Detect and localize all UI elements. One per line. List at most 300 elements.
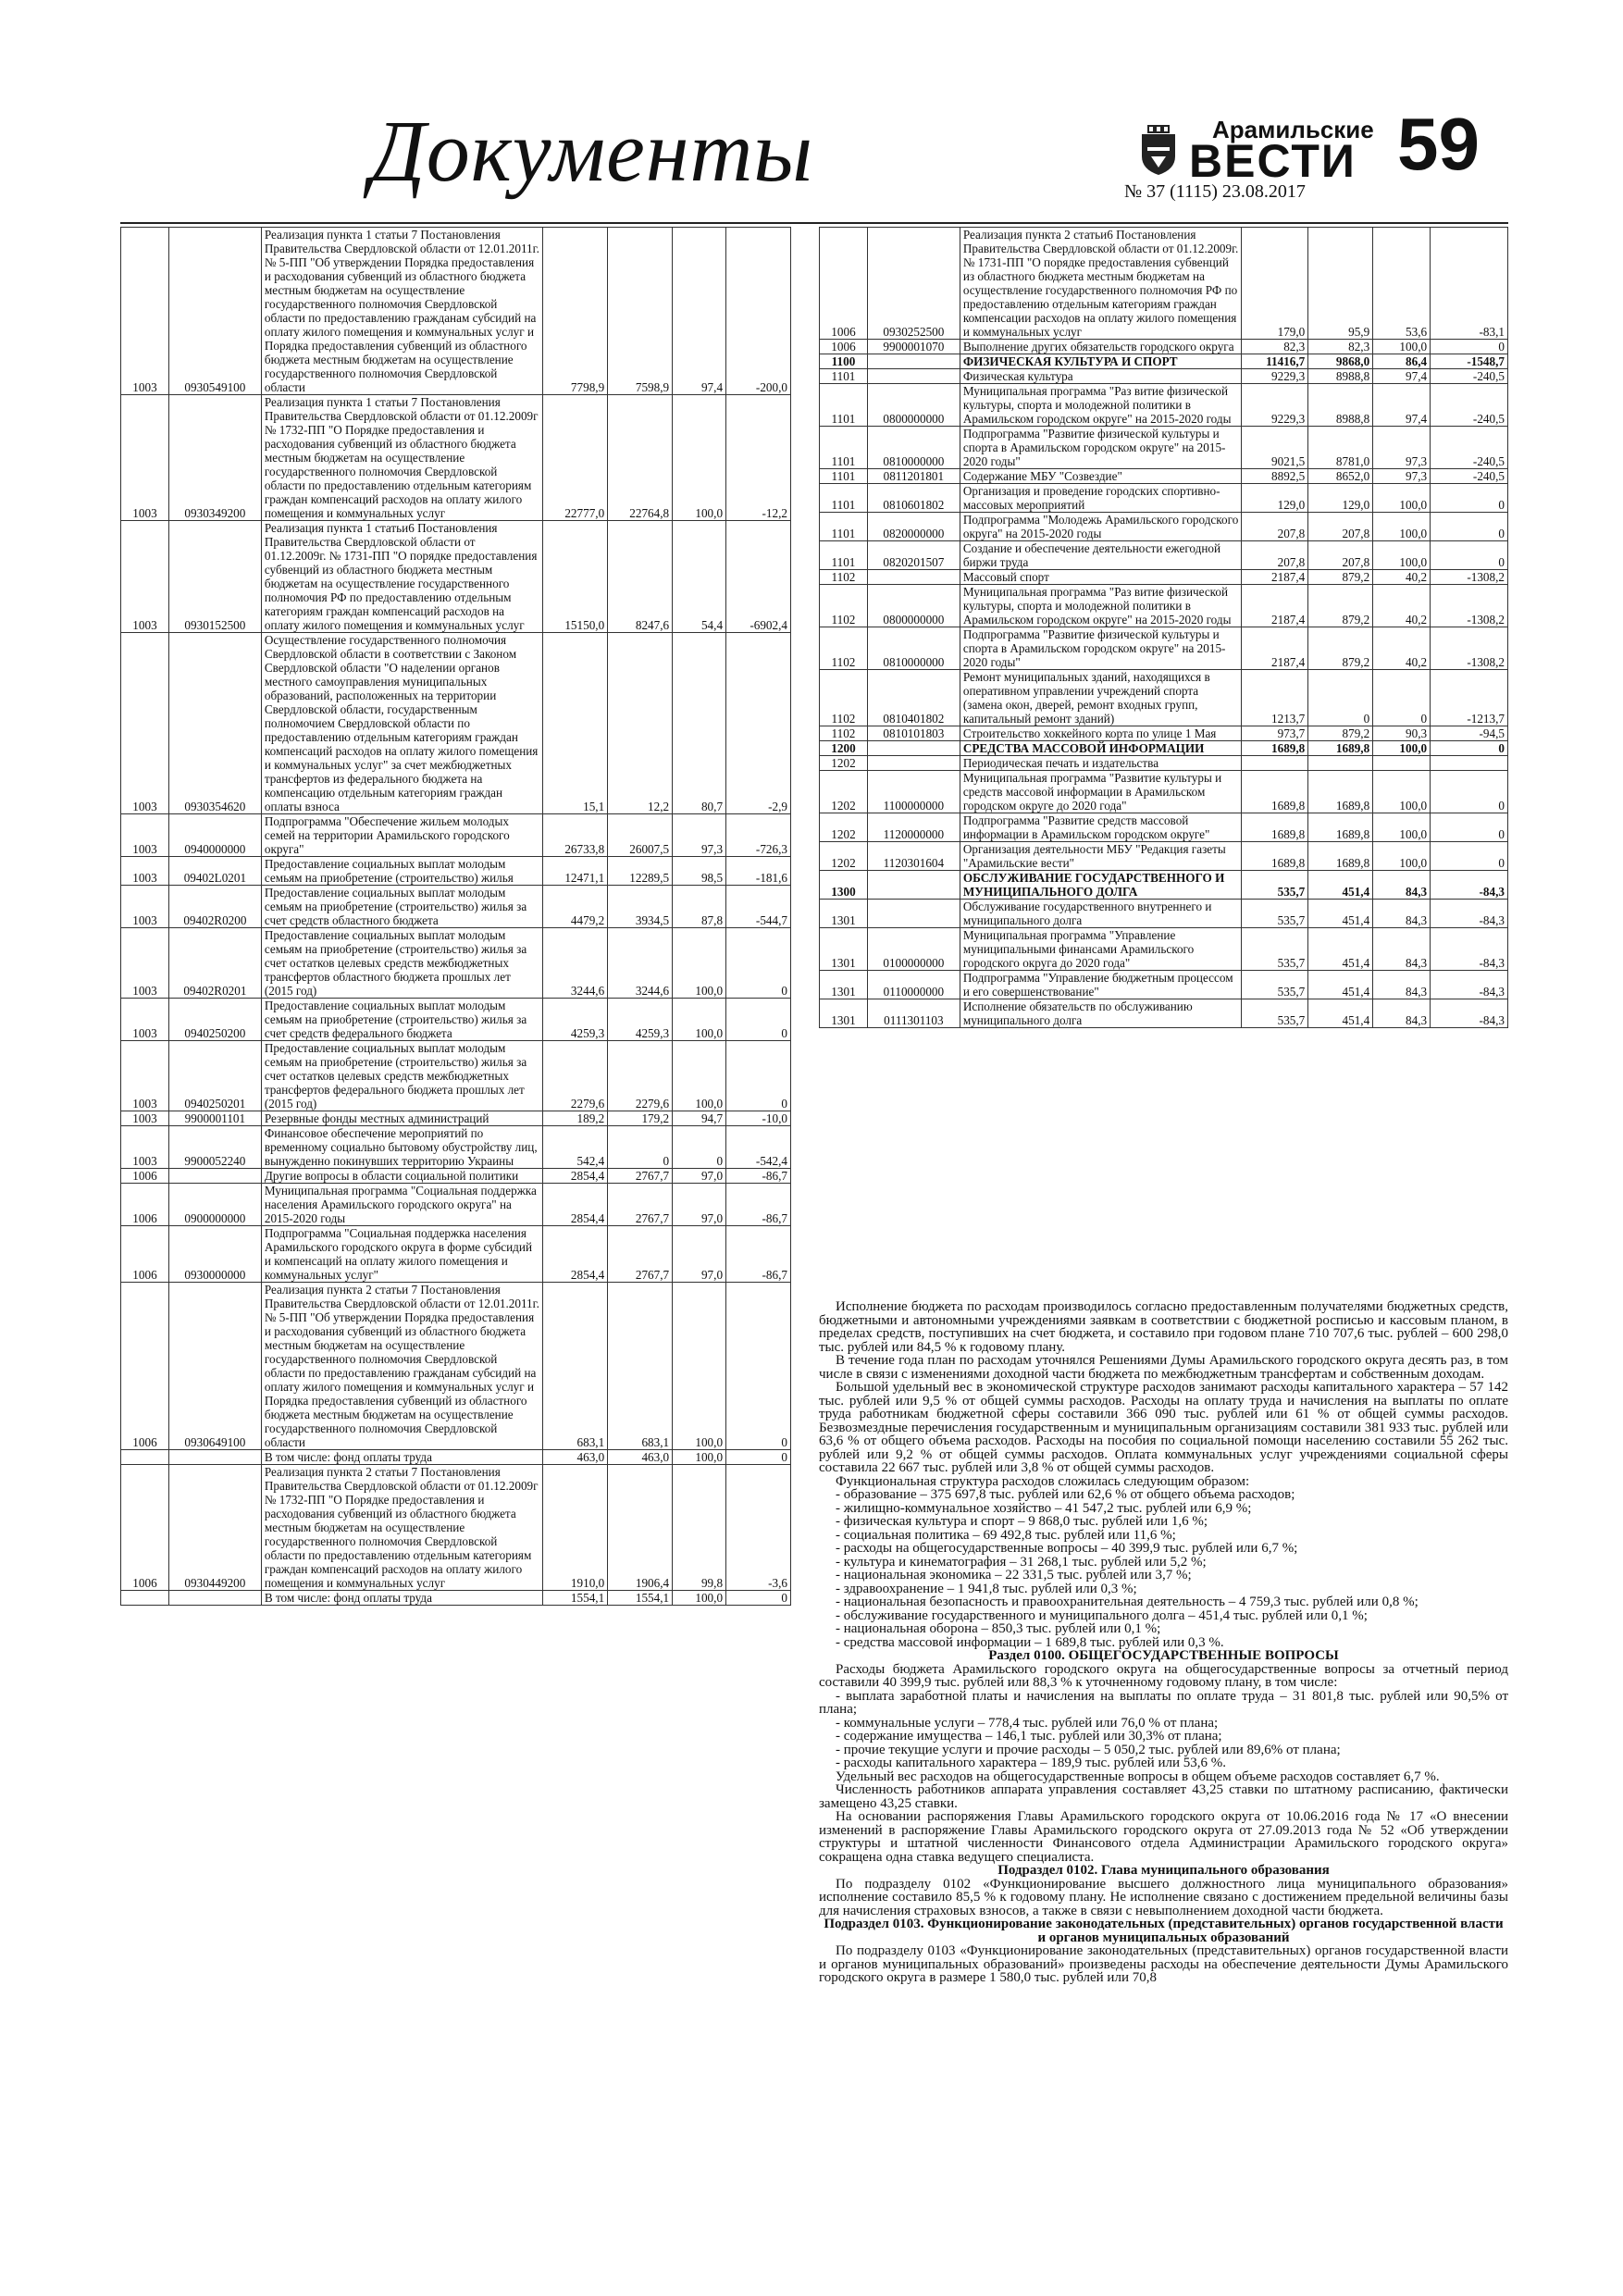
actual-cell: 879,2	[1308, 627, 1373, 670]
target-code-cell	[168, 1591, 261, 1606]
section-code-cell: 1101	[820, 484, 868, 513]
actual-cell: 8988,8	[1308, 369, 1373, 384]
table-row	[820, 971, 1508, 999]
newspaper-logo	[1138, 116, 1374, 187]
actual-cell: 26007,5	[608, 814, 673, 857]
percent-cell	[1373, 756, 1431, 771]
deviation-cell: 0	[1431, 813, 1508, 842]
section-code-cell: 1202	[820, 842, 868, 871]
item-name-cell: В том числе: фонд оплаты труда	[261, 1450, 542, 1465]
section-code-cell: 1101	[820, 513, 868, 541]
section-code-cell: 1003	[121, 928, 169, 999]
plan-cell: 683,1	[543, 1283, 608, 1450]
target-code-cell: 0810000000	[867, 627, 960, 670]
item-name-cell: Подпрограмма "Обеспечение жильем молодых семей на территории Арамильского городского округа"	[261, 814, 542, 857]
deviation-cell: -84,3	[1431, 900, 1508, 928]
percent-cell: 84,3	[1373, 999, 1431, 1028]
paragraph: - национальная безопасность и правоохранительная деятельность – 4 759,3 тыс. рублей или 0,8 %;	[836, 1595, 1419, 1609]
target-code-cell	[867, 354, 960, 369]
deviation-cell: -83,1	[1431, 228, 1508, 340]
percent-cell: 40,2	[1373, 627, 1431, 670]
target-code-cell: 1120301604	[867, 842, 960, 871]
table-row	[820, 842, 1508, 871]
paragraph: - социальная политика – 69 492,8 тыс. рублей или 11,6 %;	[836, 1527, 1176, 1543]
actual-cell: 8247,6	[608, 521, 673, 633]
actual-cell: 1554,1	[608, 1591, 673, 1606]
section-code-cell: 1003	[121, 1126, 169, 1169]
paragraph: - прочие текущие услуги и прочие расходы – 5 050,2 тыс. рублей или 89,6% от плана;	[836, 1742, 1341, 1757]
deviation-cell: 0	[1431, 340, 1508, 354]
table-row	[121, 928, 791, 999]
target-code-cell: 0930152500	[168, 521, 261, 633]
deviation-cell	[1431, 756, 1508, 771]
table-row	[820, 813, 1508, 842]
section-code-cell: 1003	[121, 857, 169, 886]
paragraph: Численность работников аппарата управления составляет 43,25 ставки по штатному расписанию, фактически замещено 43,25 ставки.	[819, 1782, 1508, 1811]
item-name-cell: Организация деятельности МБУ "Редакция газеты "Арамильские вести"	[960, 842, 1242, 871]
percent-cell: 100,0	[1373, 771, 1431, 813]
table-row	[121, 1126, 791, 1169]
table-row	[820, 726, 1508, 741]
actual-cell: 12289,5	[608, 857, 673, 886]
paragraph: - средства массовой информации – 1 689,8 тыс. рублей или 0,3 %.	[836, 1634, 1224, 1650]
item-name-cell: Периодическая печать и издательства	[960, 756, 1242, 771]
actual-cell: 3244,6	[608, 928, 673, 999]
section-code-cell: 1102	[820, 585, 868, 627]
plan-cell: 7798,9	[543, 228, 608, 395]
deviation-cell: -86,7	[726, 1169, 791, 1184]
percent-cell: 100,0	[1373, 541, 1431, 570]
table-row	[820, 541, 1508, 570]
section-title: Документы	[370, 104, 814, 200]
actual-cell: 1906,4	[608, 1465, 673, 1591]
item-name-cell: Муниципальная программа "Социальная поддержка населения Арамильского городского округа" на 2015-2020 годы	[261, 1184, 542, 1226]
target-code-cell: 0110000000	[867, 971, 960, 999]
target-code-cell: 0930649100	[168, 1283, 261, 1450]
actual-cell: 879,2	[1308, 726, 1373, 741]
paragraph: Удельный вес расходов на общегосударственные вопросы в общем объеме расходов составляет 6,7 %.	[836, 1769, 1440, 1784]
plan-cell: 2854,4	[543, 1226, 608, 1283]
percent-cell: 40,2	[1373, 585, 1431, 627]
plan-cell: 12471,1	[543, 857, 608, 886]
table-row	[121, 633, 791, 814]
table-row	[820, 871, 1508, 900]
section-code-cell: 1100	[820, 354, 868, 369]
section-code-cell	[121, 1591, 169, 1606]
percent-cell: 98,5	[673, 857, 726, 886]
deviation-cell: -2,9	[726, 633, 791, 814]
item-name-cell: Другие вопросы в области социальной политики	[261, 1169, 542, 1184]
item-name-cell: Подпрограмма "Управление бюджетным процессом и его совершенствование"	[960, 971, 1242, 999]
table-row	[121, 1169, 791, 1184]
section-code-cell: 1300	[820, 871, 868, 900]
percent-cell: 97,3	[673, 814, 726, 857]
target-code-cell: 0930354620	[168, 633, 261, 814]
header-rule	[120, 222, 1508, 224]
target-code-cell: 09402R0201	[168, 928, 261, 999]
percent-cell: 97,3	[1373, 469, 1431, 484]
percent-cell: 80,7	[673, 633, 726, 814]
target-code-cell: 09402R0200	[168, 886, 261, 928]
actual-cell: 179,2	[608, 1111, 673, 1126]
table-row	[121, 1465, 791, 1591]
table-row	[820, 513, 1508, 541]
plan-cell: 1689,8	[1242, 813, 1308, 842]
percent-cell: 100,0	[1373, 513, 1431, 541]
target-code-cell: 0810101803	[867, 726, 960, 741]
plan-cell: 2854,4	[543, 1184, 608, 1226]
target-code-cell	[867, 756, 960, 771]
section-code-cell: 1003	[121, 395, 169, 521]
table-row	[820, 999, 1508, 1028]
percent-cell: 100,0	[1373, 842, 1431, 871]
target-code-cell: 0800000000	[867, 585, 960, 627]
section-code-cell: 1202	[820, 813, 868, 842]
actual-cell: 1689,8	[1308, 813, 1373, 842]
item-name-cell: Реализация пункта 1 статьи 7 Постановления Правительства Свердловской области от 01.12.2009г № 1732-ПП "О Порядке предоставления и расходования субвенций из областного бюджета местным бюджетам на осуществление государственного полномочия Свердловской области по предоставлению отдельным категориям граждан компенсаций расходов на оплату жилого помещения и коммунальных услуг	[261, 395, 542, 521]
item-name-cell: Подпрограмма "Социальная поддержка населения Арамильского городского округа в форме субсидий и компенсаций на оплату жилого помещения и коммунальных услуг"	[261, 1226, 542, 1283]
budget-table-right	[819, 227, 1508, 1028]
plan-cell: 207,8	[1242, 541, 1308, 570]
percent-cell: 100,0	[1373, 484, 1431, 513]
percent-cell: 87,8	[673, 886, 726, 928]
deviation-cell: -84,3	[1431, 999, 1508, 1028]
percent-cell: 53,6	[1373, 228, 1431, 340]
item-name-cell: Предоставление социальных выплат молодым семьям на приобретение (строительство) жилья за счет остатков целевых средств межбюджетных трансфертов федерального бюджета прошлых лет (2015 год)	[261, 1041, 542, 1111]
target-code-cell: 0800000000	[867, 384, 960, 427]
section-code-cell: 1101	[820, 369, 868, 384]
table-row	[121, 1111, 791, 1126]
table-row	[820, 900, 1508, 928]
plan-cell: 542,4	[543, 1126, 608, 1169]
target-code-cell	[867, 369, 960, 384]
table-row	[820, 384, 1508, 427]
table-row	[121, 999, 791, 1041]
item-name-cell: СРЕДСТВА МАССОВОЙ ИНФОРМАЦИИ	[960, 741, 1242, 756]
plan-cell: 22777,0	[543, 395, 608, 521]
plan-cell: 179,0	[1242, 228, 1308, 340]
target-code-cell: 1120000000	[867, 813, 960, 842]
deviation-cell: -1308,2	[1431, 570, 1508, 585]
target-code-cell	[168, 1169, 261, 1184]
actual-cell: 2767,7	[608, 1169, 673, 1184]
deviation-cell: -10,0	[726, 1111, 791, 1126]
percent-cell: 97,0	[673, 1226, 726, 1283]
deviation-cell: -84,3	[1431, 871, 1508, 900]
target-code-cell: 0820201507	[867, 541, 960, 570]
item-name-cell: Реализация пункта 2 статьи 7 Постановления Правительства Свердловской области от 12.01.2011г. № 5-ПП "Об утверждении Порядка предоставления и расходования субвенций из областного бюджета местным бюджетам на осуществление государственного полномочия Свердловской области по предоставлению гражданам субсидий на оплату жилого помещения и коммунальных услуг и Порядка предоставления субвенций из областного бюджета местным бюджетам на осуществление государственного полномочия Свердловской области	[261, 1283, 542, 1450]
paragraph: Функциональная структура расходов сложилась следующим образом:	[836, 1473, 1250, 1489]
target-code-cell: 0111301103	[867, 999, 960, 1028]
target-code-cell	[867, 871, 960, 900]
item-name-cell: Резервные фонды местных администраций	[261, 1111, 542, 1126]
crest-icon	[1138, 123, 1179, 177]
item-name-cell: Выполнение других обязательств городского округа	[960, 340, 1242, 354]
plan-cell: 26733,8	[543, 814, 608, 857]
actual-cell: 3934,5	[608, 886, 673, 928]
table-row	[820, 354, 1508, 369]
target-code-cell: 0810601802	[867, 484, 960, 513]
section-code-cell: 1200	[820, 741, 868, 756]
percent-cell: 84,3	[1373, 900, 1431, 928]
percent-cell: 99,8	[673, 1465, 726, 1591]
item-name-cell: Подпрограмма "Развитие физической культуры и спорта в Арамильском городском округе" на 2015-2020 годы"	[960, 627, 1242, 670]
plan-cell: 2187,4	[1242, 627, 1308, 670]
deviation-cell: -240,5	[1431, 469, 1508, 484]
item-name-cell: Осуществление государственного полномочия Свердловской области в соответствии с Законом Свердловской области "О наделении органов местного самоуправления муниципальных образований, расположенных на территории Свердловской области, государственным полномочием Свердловской области по предоставлению отдельным категориям граждан компенсаций расходов на оплату жилого помещения и коммунальных услуг" за счет межбюджетных трансфертов из федерального бюджета на компенсацию отдельным категориям граждан оплаты взноса	[261, 633, 542, 814]
deviation-cell: 0	[726, 1283, 791, 1450]
deviation-cell: 0	[1431, 541, 1508, 570]
target-code-cell: 0940000000	[168, 814, 261, 857]
table-row	[121, 395, 791, 521]
actual-cell: 879,2	[1308, 570, 1373, 585]
actual-cell: 2767,7	[608, 1184, 673, 1226]
deviation-cell: -240,5	[1431, 427, 1508, 469]
item-name-cell: В том числе: фонд оплаты труда	[261, 1591, 542, 1606]
item-name-cell: Предоставление социальных выплат молодым семьям на приобретение (строительство) жилья за счет средств федерального бюджета	[261, 999, 542, 1041]
percent-cell: 84,3	[1373, 871, 1431, 900]
deviation-cell: -3,6	[726, 1465, 791, 1591]
percent-cell: 100,0	[1373, 741, 1431, 756]
item-name-cell: Реализация пункта 1 статьи 7 Постановления Правительства Свердловской области от 12.01.2011г. № 5-ПП "Об утверждении Порядка предоставления и расходования субвенций из областного бюджета местным бюджетам на осуществление государственного полномочия Свердловской области по предоставлению гражданам субсидий на оплату жилого помещения и коммунальных услуг и Порядка предоставления субвенций из областного бюджета местным бюджетам на осуществление государственного полномочия Свердловской области	[261, 228, 542, 395]
deviation-cell: -84,3	[1431, 928, 1508, 971]
deviation-cell: -240,5	[1431, 384, 1508, 427]
item-name-cell: Массовый спорт	[960, 570, 1242, 585]
actual-cell: 451,4	[1308, 971, 1373, 999]
deviation-cell: 0	[726, 1450, 791, 1465]
plan-cell: 207,8	[1242, 513, 1308, 541]
deviation-cell: -86,7	[726, 1184, 791, 1226]
table-row	[820, 427, 1508, 469]
actual-cell: 82,3	[1308, 340, 1373, 354]
section-code-cell: 1003	[121, 999, 169, 1041]
actual-cell: 2279,6	[608, 1041, 673, 1111]
plan-cell: 2279,6	[543, 1041, 608, 1111]
table-row	[820, 570, 1508, 585]
paragraph: - жилищно-коммунальное хозяйство – 41 547,2 тыс. рублей или 6,9 %;	[836, 1500, 1252, 1516]
percent-cell: 100,0	[673, 1450, 726, 1465]
table-row	[121, 1283, 791, 1450]
plan-cell: 3244,6	[543, 928, 608, 999]
section-code-cell: 1301	[820, 928, 868, 971]
deviation-cell: -6902,4	[726, 521, 791, 633]
section-heading: Подраздел 0103. Функционирование законодательных (представительных) органов государственной власти и органов муниципальных образований	[824, 1917, 1504, 1945]
plan-cell: 2854,4	[543, 1169, 608, 1184]
percent-cell: 100,0	[673, 1041, 726, 1111]
percent-cell: 0	[673, 1126, 726, 1169]
deviation-cell: -12,2	[726, 395, 791, 521]
section-heading: Подраздел 0102. Глава муниципального образования	[997, 1863, 1330, 1878]
target-code-cell: 0940250201	[168, 1041, 261, 1111]
paragraph: По подразделу 0103 «Функционирование законодательных (представительных) органов государственной власти и органов муниципальных образований» произведены расходы на обеспечение деятельности Думы Арамильского городского округа в размере 1 580,0 тыс. рублей или 70,8	[819, 1943, 1508, 1985]
plan-cell: 1689,8	[1242, 771, 1308, 813]
actual-cell: 207,8	[1308, 513, 1373, 541]
paragraph: - физическая культура и спорт – 9 868,0 тыс. рублей или 1,6 %;	[836, 1514, 1208, 1529]
deviation-cell: -542,4	[726, 1126, 791, 1169]
paragraph: - расходы на общегосударственные вопросы – 40 399,9 тыс. рублей или 6,7 %;	[836, 1541, 1298, 1556]
actual-cell: 1689,8	[1308, 741, 1373, 756]
deviation-cell: 0	[726, 1591, 791, 1606]
plan-cell: 973,7	[1242, 726, 1308, 741]
actual-cell: 2767,7	[608, 1226, 673, 1283]
plan-cell: 1910,0	[543, 1465, 608, 1591]
item-name-cell: Содержание МБУ "Созвездие"	[960, 469, 1242, 484]
budget-table-left	[120, 227, 791, 1606]
target-code-cell: 0100000000	[867, 928, 960, 971]
deviation-cell: 0	[1431, 842, 1508, 871]
section-code-cell: 1003	[121, 1041, 169, 1111]
plan-cell: 1554,1	[543, 1591, 608, 1606]
actual-cell: 7598,9	[608, 228, 673, 395]
table-row	[820, 741, 1508, 756]
actual-cell: 95,9	[1308, 228, 1373, 340]
plan-cell: 4479,2	[543, 886, 608, 928]
actual-cell: 22764,8	[608, 395, 673, 521]
section-code-cell: 1006	[121, 1226, 169, 1283]
percent-cell: 97,3	[1373, 427, 1431, 469]
item-name-cell: Строительство хоккейного корта по улице 1 Мая	[960, 726, 1242, 741]
plan-cell: 4259,3	[543, 999, 608, 1041]
section-code-cell: 1101	[820, 469, 868, 484]
item-name-cell: Подпрограмма "Развитие средств массовой информации в Арамильском городском округе"	[960, 813, 1242, 842]
paragraph: - образование – 375 697,8 тыс. рублей или 62,6 % от общего объема расходов;	[836, 1487, 1295, 1502]
target-code-cell: 09402L0201	[168, 857, 261, 886]
section-code-cell: 1101	[820, 427, 868, 469]
table-row	[820, 469, 1508, 484]
target-code-cell	[867, 570, 960, 585]
target-code-cell: 0930349200	[168, 395, 261, 521]
table-row	[121, 1184, 791, 1226]
actual-cell: 8652,0	[1308, 469, 1373, 484]
target-code-cell: 0810401802	[867, 670, 960, 726]
paragraph: Расходы бюджета Арамильского городского округа на общегосударственные вопросы за отчетный период составили 40 399,9 тыс. рублей или 88,3 % к уточненному годовому плану, в том числе:	[819, 1661, 1508, 1690]
item-name-cell: Исполнение обязательств по обслуживанию муниципального долга	[960, 999, 1242, 1028]
item-name-cell: Предоставление социальных выплат молодым семьям на приобретение (строительство) жилья	[261, 857, 542, 886]
section-code-cell: 1301	[820, 900, 868, 928]
section-code-cell: 1003	[121, 521, 169, 633]
target-code-cell	[867, 900, 960, 928]
table-row	[820, 771, 1508, 813]
table-row	[820, 484, 1508, 513]
target-code-cell: 0810000000	[867, 427, 960, 469]
paragraph: - расходы капитального характера – 189,9 тыс. рублей или 53,6 %.	[836, 1756, 1226, 1770]
deviation-cell: -240,5	[1431, 369, 1508, 384]
section-code-cell	[121, 1450, 169, 1465]
paragraph: - культура и кинематография – 31 268,1 тыс. рублей или 5,2 %;	[836, 1554, 1207, 1570]
table-row	[820, 369, 1508, 384]
section-code-cell: 1202	[820, 756, 868, 771]
plan-cell: 15,1	[543, 633, 608, 814]
item-name-cell: ФИЗИЧЕСКАЯ КУЛЬТУРА И СПОРТ	[960, 354, 1242, 369]
target-code-cell: 0900000000	[168, 1184, 261, 1226]
table-row	[121, 1450, 791, 1465]
deviation-cell: -84,3	[1431, 971, 1508, 999]
table-row	[820, 585, 1508, 627]
target-code-cell: 1100000000	[867, 771, 960, 813]
section-code-cell: 1102	[820, 726, 868, 741]
paragraph: На основании распоряжения Главы Арамильского городского округа от 10.06.2016 года № 17 «О внесении изменений в распоряжение Главы Арамильского городского округа от 27.09.2013 года № 52 «Об утверждении структуры и штатной численности Финансового отдела Администрации Арамильского городского округа» сокращена одна ставка ведущего специалиста.	[819, 1809, 1508, 1865]
section-code-cell: 1006	[121, 1465, 169, 1591]
actual-cell	[1308, 756, 1373, 771]
actual-cell: 879,2	[1308, 585, 1373, 627]
item-name-cell: Реализация пункта 2 статьи6 Постановления Правительства Свердловской области от 01.12.2009г. № 1731-ПП "О порядке предоставления субвенций из областного бюджета местным бюджетам на осуществление государственного полномочия РФ по предоставлению отдельным категориям граждан компенсации расходов на оплату жилого помещения и коммунальных услуг	[960, 228, 1242, 340]
percent-cell: 100,0	[1373, 340, 1431, 354]
section-code-cell: 1102	[820, 570, 868, 585]
section-code-cell: 1102	[820, 670, 868, 726]
deviation-cell: -1308,2	[1431, 585, 1508, 627]
table-row	[121, 1226, 791, 1283]
section-code-cell: 1202	[820, 771, 868, 813]
target-code-cell: 0930449200	[168, 1465, 261, 1591]
page-number: 59	[1397, 103, 1480, 185]
actual-cell: 463,0	[608, 1450, 673, 1465]
plan-cell: 535,7	[1242, 928, 1308, 971]
section-code-cell: 1101	[820, 384, 868, 427]
target-code-cell	[168, 1450, 261, 1465]
item-name-cell: Физическая культура	[960, 369, 1242, 384]
actual-cell: 1689,8	[1308, 842, 1373, 871]
table-row	[121, 814, 791, 857]
deviation-cell: 0	[1431, 771, 1508, 813]
percent-cell: 54,4	[673, 521, 726, 633]
percent-cell: 84,3	[1373, 928, 1431, 971]
table-row	[820, 756, 1508, 771]
paragraph: Большой удельный вес в экономической структуре расходов занимают расходы капитального характера – 57 142 тыс. рублей или 9,5 % от общей суммы расходов. Расходы на оплату труда и начисления на выплаты по оплате труда работникам бюджетной сферы составили 366 090 тыс. рублей или 61 % от общей суммы расходов. Безвозмездные перечисления государственным и муниципальным организациям составили 381 933 тыс. рублей или 63,6 % от общего объема расходов. Расходы на пособия по социальной помощи населению составили 55 262 тыс. рублей или 9,2 % от общей суммы расходов. Оплата коммунальных услуг учреждениями социальной сферы составила 22 667 тыс. рублей или 3,8 % от общей суммы расходов.	[819, 1380, 1508, 1475]
table-row	[820, 670, 1508, 726]
deviation-cell: 0	[726, 928, 791, 999]
item-name-cell: Предоставление социальных выплат молодым семьям на приобретение (строительство) жилья за счет остатков целевых средств межбюджетных трансфертов областного бюджета прошлых лет (2015 год)	[261, 928, 542, 999]
deviation-cell: 0	[726, 1041, 791, 1111]
table-row	[121, 1041, 791, 1111]
section-code-cell: 1101	[820, 541, 868, 570]
plan-cell: 15150,0	[543, 521, 608, 633]
deviation-cell: -1308,2	[1431, 627, 1508, 670]
deviation-cell: 0	[1431, 741, 1508, 756]
actual-cell: 8781,0	[1308, 427, 1373, 469]
plan-cell: 8892,5	[1242, 469, 1308, 484]
deviation-cell: 0	[1431, 484, 1508, 513]
plan-cell: 535,7	[1242, 900, 1308, 928]
target-code-cell: 9900001101	[168, 1111, 261, 1126]
percent-cell: 100,0	[673, 999, 726, 1041]
item-name-cell: Финансовое обеспечение мероприятий по временному социально бытовому обустройству лиц, вынужденно покинувших территорию Украины	[261, 1126, 542, 1169]
item-name-cell: Ремонт муниципальных зданий, находящихся в оперативном управлении учреждений спорта (замена окон, дверей, ремонт входных групп, капитальный ремонт зданий)	[960, 670, 1242, 726]
actual-cell: 1689,8	[1308, 771, 1373, 813]
deviation-cell: -181,6	[726, 857, 791, 886]
percent-cell: 97,4	[1373, 369, 1431, 384]
item-name-cell: Реализация пункта 2 статьи 7 Постановления Правительства Свердловской области от 01.12.2009г № 1732-ПП "О Порядке предоставления и расходования субвенций из областного бюджета местным бюджетам на осуществление государственного полномочия Свердловской области по предоставлению отдельным категориям граждан компенсаций расходов на оплату жилого помещения и коммунальных услуг	[261, 1465, 542, 1591]
percent-cell: 100,0	[673, 928, 726, 999]
paragraph: - национальная оборона – 850,3 тыс. рублей или 0,1 %;	[836, 1621, 1161, 1636]
percent-cell: 100,0	[673, 395, 726, 521]
table-row	[121, 228, 791, 395]
section-code-cell: 1006	[121, 1169, 169, 1184]
section-code-cell: 1003	[121, 1111, 169, 1126]
table-row	[121, 1591, 791, 1606]
deviation-cell: -1548,7	[1431, 354, 1508, 369]
actual-cell: 12,2	[608, 633, 673, 814]
paragraph: По подразделу 0102 «Функционирование высшего должностного лица муниципального образования» исполнение составило 85,5 % к годовому плану. Не исполнение связано с достижением предельной величины базы для начисления страховых взносов, а также в связи с невыполнением доходной части бюджета.	[819, 1876, 1508, 1918]
plan-cell: 9229,3	[1242, 369, 1308, 384]
item-name-cell: Реализация пункта 1 статьи6 Постановления Правительства Свердловской области от 01.12.2009г. № 1731-ПП "О порядке предоставления субвенций из областного бюджета местным бюджетам на осуществление государственного полномочия РФ по предоставлению отдельным категориям граждан компенсаций расходов на оплату жилого помещения и коммунальных услуг	[261, 521, 542, 633]
paragraph: - содержание имущества – 146,1 тыс. рублей или 30,3% от плана;	[836, 1729, 1222, 1744]
plan-cell: 11416,7	[1242, 354, 1308, 369]
table-row	[820, 228, 1508, 340]
table-row	[121, 886, 791, 928]
percent-cell: 97,4	[1373, 384, 1431, 427]
section-code-cell: 1006	[121, 1184, 169, 1226]
percent-cell: 0	[1373, 670, 1431, 726]
